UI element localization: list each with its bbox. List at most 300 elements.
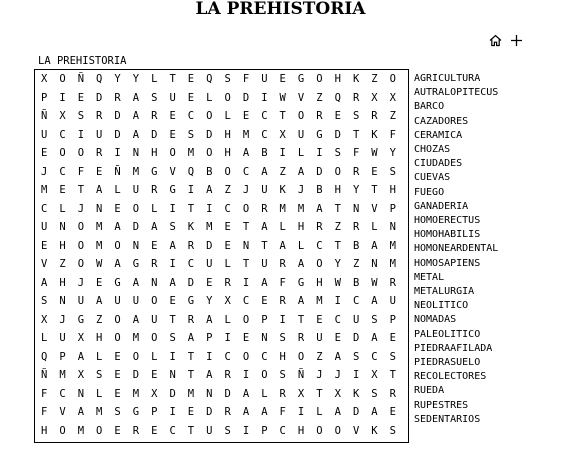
grid-cell[interactable]: O <box>242 350 250 363</box>
grid-cell[interactable]: I <box>169 350 176 363</box>
grid-cell[interactable]: O <box>77 239 85 252</box>
grid-cell[interactable]: M <box>77 424 85 437</box>
grid-cell[interactable]: O <box>224 91 231 104</box>
grid-cell[interactable]: T <box>371 184 378 196</box>
grid-cell[interactable]: Ñ <box>41 110 48 122</box>
grid-cell[interactable]: F <box>279 406 286 418</box>
grid-cell[interactable]: R <box>279 258 286 270</box>
grid-cell[interactable]: A <box>206 313 213 326</box>
grid-cell[interactable]: K <box>352 73 360 85</box>
grid-cell[interactable]: J <box>77 276 85 289</box>
grid-cell[interactable]: I <box>242 369 250 381</box>
grid-cell[interactable]: M <box>132 165 140 178</box>
grid-cell[interactable]: O <box>242 202 250 215</box>
grid-cell[interactable]: T <box>242 221 250 233</box>
grid-cell[interactable]: S <box>334 147 341 159</box>
grid-cell[interactable]: E <box>187 406 195 418</box>
grid-cell[interactable]: T <box>77 184 85 196</box>
grid-cell[interactable]: N <box>389 221 396 233</box>
grid-cell[interactable]: H <box>41 424 48 437</box>
grid-cell[interactable]: S <box>224 424 231 437</box>
grid-cell[interactable]: O <box>132 202 140 215</box>
grid-cell[interactable]: E <box>151 239 158 252</box>
grid-cell[interactable]: A <box>77 406 85 418</box>
grid-cell[interactable]: M <box>316 295 323 307</box>
grid-cell[interactable]: H <box>151 147 158 159</box>
grid-cell[interactable]: R <box>316 110 323 122</box>
grid-cell[interactable]: Z <box>316 350 323 363</box>
grid-cell[interactable]: S <box>114 406 121 418</box>
grid-cell[interactable]: O <box>114 332 121 344</box>
grid-cell[interactable]: L <box>41 332 48 344</box>
grid-cell[interactable]: H <box>279 350 286 363</box>
grid-cell[interactable]: E <box>59 184 66 196</box>
grid-cell[interactable]: I <box>316 147 323 159</box>
grid-cell[interactable]: R <box>389 387 396 400</box>
grid-cell[interactable]: H <box>224 147 231 159</box>
grid-cell[interactable]: R <box>389 276 396 289</box>
grid-cell[interactable]: E <box>96 165 103 178</box>
grid-cell[interactable]: L <box>151 350 158 363</box>
grid-cell[interactable]: S <box>352 350 360 363</box>
grid-cell[interactable]: M <box>96 406 103 418</box>
grid-cell[interactable]: L <box>151 202 158 215</box>
grid-cell[interactable]: P <box>389 202 396 215</box>
grid-cell[interactable]: U <box>132 295 140 307</box>
grid-cell[interactable]: O <box>114 313 121 326</box>
grid-cell[interactable]: E <box>114 387 121 400</box>
grid-cell[interactable]: U <box>389 295 396 307</box>
grid-cell[interactable]: U <box>261 184 268 196</box>
grid-cell[interactable]: M <box>389 258 396 270</box>
grid-cell[interactable]: F <box>41 387 48 400</box>
grid-cell[interactable]: U <box>206 424 213 437</box>
grid-cell[interactable]: E <box>242 110 250 122</box>
grid-cell[interactable]: L <box>96 387 103 400</box>
grid-cell[interactable]: U <box>261 73 268 85</box>
grid-cell[interactable]: U <box>169 91 176 104</box>
grid-cell[interactable]: K <box>187 221 195 233</box>
grid-cell[interactable]: V <box>352 424 360 437</box>
grid-cell[interactable]: Y <box>389 147 396 159</box>
grid-cell[interactable]: I <box>169 202 176 215</box>
grid-cell[interactable]: O <box>114 239 121 252</box>
grid-cell[interactable]: O <box>206 110 213 122</box>
grid-cell[interactable]: A <box>96 295 103 307</box>
grid-cell[interactable]: P <box>151 406 158 418</box>
grid-cell[interactable]: O <box>334 424 341 437</box>
grid-cell[interactable]: B <box>316 184 323 196</box>
grid-cell[interactable]: N <box>59 295 66 307</box>
grid-cell[interactable]: U <box>41 128 48 141</box>
grid-cell[interactable]: F <box>41 406 48 418</box>
grid-cell[interactable]: N <box>242 239 250 252</box>
grid-cell[interactable]: Z <box>59 258 66 270</box>
grid-cell[interactable]: N <box>352 202 360 215</box>
grid-cell[interactable]: X <box>77 369 85 381</box>
grid-cell[interactable]: M <box>279 202 286 215</box>
grid-cell[interactable]: D <box>206 239 213 252</box>
grid-cell[interactable]: U <box>261 258 268 270</box>
grid-cell[interactable]: E <box>77 91 85 104</box>
grid-cell[interactable]: I <box>114 147 121 159</box>
grid-cell[interactable]: S <box>187 128 195 141</box>
grid-cell[interactable]: K <box>371 128 378 141</box>
grid-cell[interactable]: D <box>352 406 360 418</box>
grid-cell[interactable]: L <box>96 350 103 363</box>
grid-cell[interactable]: L <box>114 184 121 196</box>
grid-cell[interactable]: A <box>151 221 158 233</box>
grid-cell[interactable]: O <box>59 424 66 437</box>
grid-cell[interactable]: M <box>96 239 103 252</box>
grid-cell[interactable]: O <box>224 165 231 178</box>
grid-cell[interactable]: Z <box>224 184 231 196</box>
grid-cell[interactable]: C <box>279 424 286 437</box>
grid-cell[interactable]: T <box>279 110 286 122</box>
grid-cell[interactable]: W <box>371 147 378 159</box>
grid-cell[interactable]: B <box>206 165 213 178</box>
grid-cell[interactable]: H <box>297 424 305 437</box>
grid-cell[interactable]: N <box>169 369 176 381</box>
grid-cell[interactable]: P <box>261 424 268 437</box>
grid-cell[interactable]: M <box>242 128 250 141</box>
grid-cell[interactable]: O <box>389 73 396 85</box>
grid-cell[interactable]: T <box>334 202 341 215</box>
grid-cell[interactable]: L <box>206 91 213 104</box>
grid-cell[interactable]: L <box>297 147 305 159</box>
grid-cell[interactable]: N <box>132 147 140 159</box>
grid-cell[interactable]: A <box>242 387 250 400</box>
grid-cell[interactable]: T <box>169 73 176 85</box>
grid-cell[interactable]: S <box>77 110 85 122</box>
grid-cell[interactable]: A <box>371 295 378 307</box>
plus-icon[interactable] <box>509 33 523 47</box>
grid-cell[interactable]: R <box>96 147 103 159</box>
grid-cell[interactable]: U <box>59 332 66 344</box>
grid-cell[interactable]: M <box>41 184 48 196</box>
grid-cell[interactable]: A <box>242 147 250 159</box>
grid-cell[interactable]: O <box>59 147 66 159</box>
grid-cell[interactable]: J <box>316 369 323 381</box>
grid-cell[interactable]: S <box>169 332 176 344</box>
grid-cell[interactable]: C <box>187 258 195 270</box>
grid-cell[interactable]: E <box>114 424 121 437</box>
grid-cell[interactable]: Ñ <box>41 369 48 381</box>
grid-cell[interactable]: C <box>187 110 195 122</box>
grid-cell[interactable]: R <box>371 110 378 122</box>
grid-cell[interactable]: Q <box>96 73 103 85</box>
grid-cell[interactable]: I <box>206 350 213 363</box>
grid-cell[interactable]: X <box>41 73 48 85</box>
grid-cell[interactable]: M <box>132 332 140 344</box>
grid-cell[interactable]: E <box>96 276 103 289</box>
grid-cell[interactable]: E <box>114 369 121 381</box>
grid-cell[interactable]: E <box>151 424 158 437</box>
grid-cell[interactable]: C <box>334 313 341 326</box>
grid-cell[interactable]: H <box>59 239 66 252</box>
grid-cell[interactable]: E <box>187 91 195 104</box>
grid-cell[interactable]: U <box>96 128 103 141</box>
grid-cell[interactable]: R <box>297 332 305 344</box>
grid-cell[interactable]: O <box>334 165 341 178</box>
grid-cell[interactable]: H <box>59 276 66 289</box>
grid-cell[interactable]: M <box>59 369 66 381</box>
grid-cell[interactable]: H <box>334 73 341 85</box>
grid-cell[interactable]: R <box>279 387 286 400</box>
grid-cell[interactable]: I <box>242 276 250 289</box>
grid-cell[interactable]: I <box>261 91 268 104</box>
grid-cell[interactable]: O <box>316 73 323 85</box>
grid-cell[interactable]: G <box>169 184 176 196</box>
grid-cell[interactable]: K <box>279 184 286 196</box>
grid-cell[interactable]: Y <box>334 258 341 270</box>
grid-cell[interactable]: N <box>96 202 103 215</box>
grid-cell[interactable]: L <box>316 406 323 418</box>
grid-cell[interactable]: L <box>224 110 231 122</box>
grid-cell[interactable]: R <box>151 258 158 270</box>
grid-cell[interactable]: A <box>206 184 213 196</box>
grid-cell[interactable]: G <box>151 165 158 178</box>
grid-cell[interactable]: E <box>389 332 396 344</box>
grid-cell[interactable]: B <box>352 276 360 289</box>
grid-cell[interactable]: X <box>59 110 66 122</box>
grid-cell[interactable]: T <box>352 128 360 141</box>
grid-cell[interactable]: V <box>169 165 176 178</box>
grid-cell[interactable]: U <box>297 128 305 141</box>
grid-cell[interactable]: C <box>242 165 250 178</box>
grid-cell[interactable]: L <box>261 387 268 400</box>
grid-cell[interactable]: G <box>187 295 195 307</box>
grid-cell[interactable]: T <box>187 350 195 363</box>
grid-cell[interactable]: N <box>206 387 213 400</box>
grid-cell[interactable]: E <box>224 239 231 252</box>
letter-grid[interactable] <box>34 69 409 443</box>
grid-cell[interactable]: A <box>132 110 140 122</box>
grid-cell[interactable]: S <box>389 165 396 178</box>
grid-cell[interactable]: E <box>279 73 286 85</box>
grid-cell[interactable]: F <box>279 276 286 289</box>
grid-cell[interactable]: R <box>187 313 195 326</box>
grid-cell[interactable]: U <box>316 332 323 344</box>
grid-cell[interactable]: R <box>132 424 140 437</box>
grid-cell[interactable]: W <box>96 258 103 270</box>
grid-cell[interactable]: D <box>334 128 341 141</box>
grid-cell[interactable]: H <box>224 128 231 141</box>
grid-cell[interactable]: A <box>261 165 268 178</box>
grid-cell[interactable]: T <box>389 369 396 381</box>
grid-cell[interactable]: J <box>242 184 250 196</box>
grid-cell[interactable]: M <box>206 221 213 233</box>
grid-cell[interactable]: T <box>187 202 195 215</box>
grid-cell[interactable]: C <box>224 350 231 363</box>
grid-cell[interactable]: D <box>242 91 250 104</box>
grid-cell[interactable]: R <box>352 165 360 178</box>
grid-cell[interactable]: E <box>151 369 158 381</box>
grid-cell[interactable]: S <box>41 295 48 307</box>
grid-cell[interactable]: C <box>352 295 360 307</box>
grid-cell[interactable]: U <box>151 313 158 326</box>
grid-cell[interactable]: X <box>41 313 48 326</box>
grid-cell[interactable]: E <box>389 406 396 418</box>
grid-cell[interactable]: T <box>187 369 195 381</box>
grid-cell[interactable]: M <box>132 387 140 400</box>
grid-cell[interactable]: C <box>224 202 231 215</box>
grid-cell[interactable]: C <box>169 424 176 437</box>
grid-cell[interactable]: D <box>206 128 213 141</box>
grid-cell[interactable]: B <box>261 147 268 159</box>
grid-cell[interactable]: S <box>96 369 103 381</box>
grid-cell[interactable]: L <box>151 73 158 85</box>
grid-cell[interactable]: V <box>59 406 66 418</box>
grid-cell[interactable]: Q <box>187 165 195 178</box>
grid-cell[interactable]: R <box>279 295 286 307</box>
grid-cell[interactable]: L <box>279 221 286 233</box>
grid-cell[interactable]: Q <box>41 350 48 363</box>
grid-cell[interactable]: I <box>77 128 85 141</box>
grid-cell[interactable]: E <box>114 202 121 215</box>
grid-cell[interactable]: E <box>169 110 176 122</box>
grid-cell[interactable]: X <box>334 387 341 400</box>
grid-cell[interactable]: N <box>59 221 66 233</box>
grid-cell[interactable]: S <box>151 91 158 104</box>
grid-cell[interactable]: R <box>224 276 231 289</box>
grid-cell[interactable]: Ñ <box>114 165 121 178</box>
grid-cell[interactable]: E <box>169 128 176 141</box>
grid-cell[interactable]: T <box>334 239 341 252</box>
grid-cell[interactable]: U <box>77 295 85 307</box>
grid-cell[interactable]: S <box>352 110 360 122</box>
grid-cell[interactable]: U <box>206 258 213 270</box>
grid-cell[interactable]: A <box>206 369 213 381</box>
grid-cell[interactable]: O <box>169 147 176 159</box>
grid-cell[interactable]: F <box>77 165 85 178</box>
grid-cell[interactable]: Z <box>371 73 378 85</box>
grid-cell[interactable]: P <box>59 350 66 363</box>
grid-cell[interactable]: D <box>132 369 140 381</box>
grid-cell[interactable]: O <box>151 295 158 307</box>
grid-cell[interactable]: T <box>242 258 250 270</box>
grid-cell[interactable]: S <box>389 424 396 437</box>
grid-cell[interactable]: R <box>96 110 103 122</box>
grid-cell[interactable]: R <box>114 91 121 104</box>
grid-cell[interactable]: O <box>77 147 85 159</box>
grid-cell[interactable]: A <box>132 276 140 289</box>
grid-cell[interactable]: I <box>169 258 176 270</box>
grid-cell[interactable]: I <box>279 147 286 159</box>
grid-cell[interactable]: D <box>132 221 140 233</box>
grid-cell[interactable]: E <box>169 295 176 307</box>
grid-cell[interactable]: C <box>261 350 268 363</box>
grid-cell[interactable]: Z <box>279 165 286 178</box>
grid-cell[interactable]: G <box>297 73 305 85</box>
grid-cell[interactable]: O <box>77 258 85 270</box>
grid-cell[interactable]: E <box>187 73 195 85</box>
grid-cell[interactable]: Z <box>316 91 323 104</box>
grid-cell[interactable]: O <box>132 350 140 363</box>
grid-cell[interactable]: D <box>224 387 231 400</box>
grid-cell[interactable]: M <box>297 202 305 215</box>
grid-cell[interactable]: A <box>77 350 85 363</box>
grid-cell[interactable]: U <box>41 221 48 233</box>
grid-cell[interactable]: I <box>297 406 305 418</box>
grid-cell[interactable]: C <box>59 165 66 178</box>
grid-cell[interactable]: H <box>389 184 396 196</box>
grid-cell[interactable]: O <box>297 110 305 122</box>
grid-cell[interactable]: C <box>59 128 66 141</box>
grid-cell[interactable]: N <box>132 239 140 252</box>
grid-cell[interactable]: M <box>96 221 103 233</box>
grid-cell[interactable]: Ñ <box>77 73 85 85</box>
grid-cell[interactable]: A <box>187 332 195 344</box>
grid-cell[interactable]: W <box>371 276 378 289</box>
grid-cell[interactable]: L <box>59 202 66 215</box>
grid-cell[interactable]: O <box>96 424 103 437</box>
grid-cell[interactable]: P <box>41 91 48 104</box>
grid-cell[interactable]: N <box>261 332 268 344</box>
grid-cell[interactable]: U <box>114 295 121 307</box>
grid-cell[interactable]: V <box>297 91 305 104</box>
grid-cell[interactable]: D <box>169 387 176 400</box>
grid-cell[interactable]: A <box>371 406 378 418</box>
grid-cell[interactable]: O <box>316 424 323 437</box>
grid-cell[interactable]: G <box>114 276 121 289</box>
grid-cell[interactable]: N <box>371 258 378 270</box>
grid-cell[interactable]: D <box>114 110 121 122</box>
grid-cell[interactable]: A <box>242 406 250 418</box>
grid-cell[interactable]: A <box>41 276 48 289</box>
grid-cell[interactable]: S <box>279 369 286 381</box>
grid-cell[interactable]: Z <box>352 258 360 270</box>
grid-cell[interactable]: F <box>352 147 360 159</box>
grid-cell[interactable]: T <box>297 313 305 326</box>
grid-cell[interactable]: R <box>352 221 360 233</box>
grid-cell[interactable]: U <box>352 313 360 326</box>
grid-cell[interactable]: R <box>224 406 231 418</box>
grid-cell[interactable]: I <box>169 406 176 418</box>
grid-cell[interactable]: S <box>371 313 378 326</box>
grid-cell[interactable]: X <box>389 91 396 104</box>
grid-cell[interactable]: R <box>352 91 360 104</box>
grid-cell[interactable]: X <box>371 91 378 104</box>
grid-cell[interactable]: A <box>297 258 305 270</box>
grid-cell[interactable]: X <box>151 387 158 400</box>
grid-cell[interactable]: L <box>224 313 231 326</box>
grid-cell[interactable]: M <box>389 239 396 252</box>
grid-cell[interactable]: H <box>297 221 305 233</box>
grid-cell[interactable]: Q <box>334 91 341 104</box>
grid-cell[interactable]: W <box>334 276 341 289</box>
grid-cell[interactable]: Z <box>96 313 103 326</box>
grid-cell[interactable]: A <box>316 202 323 215</box>
grid-cell[interactable]: H <box>316 276 323 289</box>
grid-cell[interactable]: P <box>389 313 396 326</box>
grid-cell[interactable]: R <box>151 110 158 122</box>
grid-cell[interactable]: H <box>334 184 341 196</box>
grid-cell[interactable]: N <box>77 387 85 400</box>
grid-cell[interactable]: A <box>261 276 268 289</box>
grid-cell[interactable]: U <box>132 184 140 196</box>
grid-cell[interactable]: L <box>224 258 231 270</box>
grid-cell[interactable]: A <box>169 276 176 289</box>
grid-cell[interactable]: J <box>77 202 85 215</box>
grid-cell[interactable]: I <box>334 295 341 307</box>
grid-cell[interactable]: T <box>169 313 176 326</box>
grid-cell[interactable]: A <box>132 91 140 104</box>
grid-cell[interactable]: V <box>41 258 48 270</box>
grid-cell[interactable]: J <box>334 369 341 381</box>
grid-cell[interactable]: C <box>41 202 48 215</box>
grid-cell[interactable]: E <box>371 165 378 178</box>
